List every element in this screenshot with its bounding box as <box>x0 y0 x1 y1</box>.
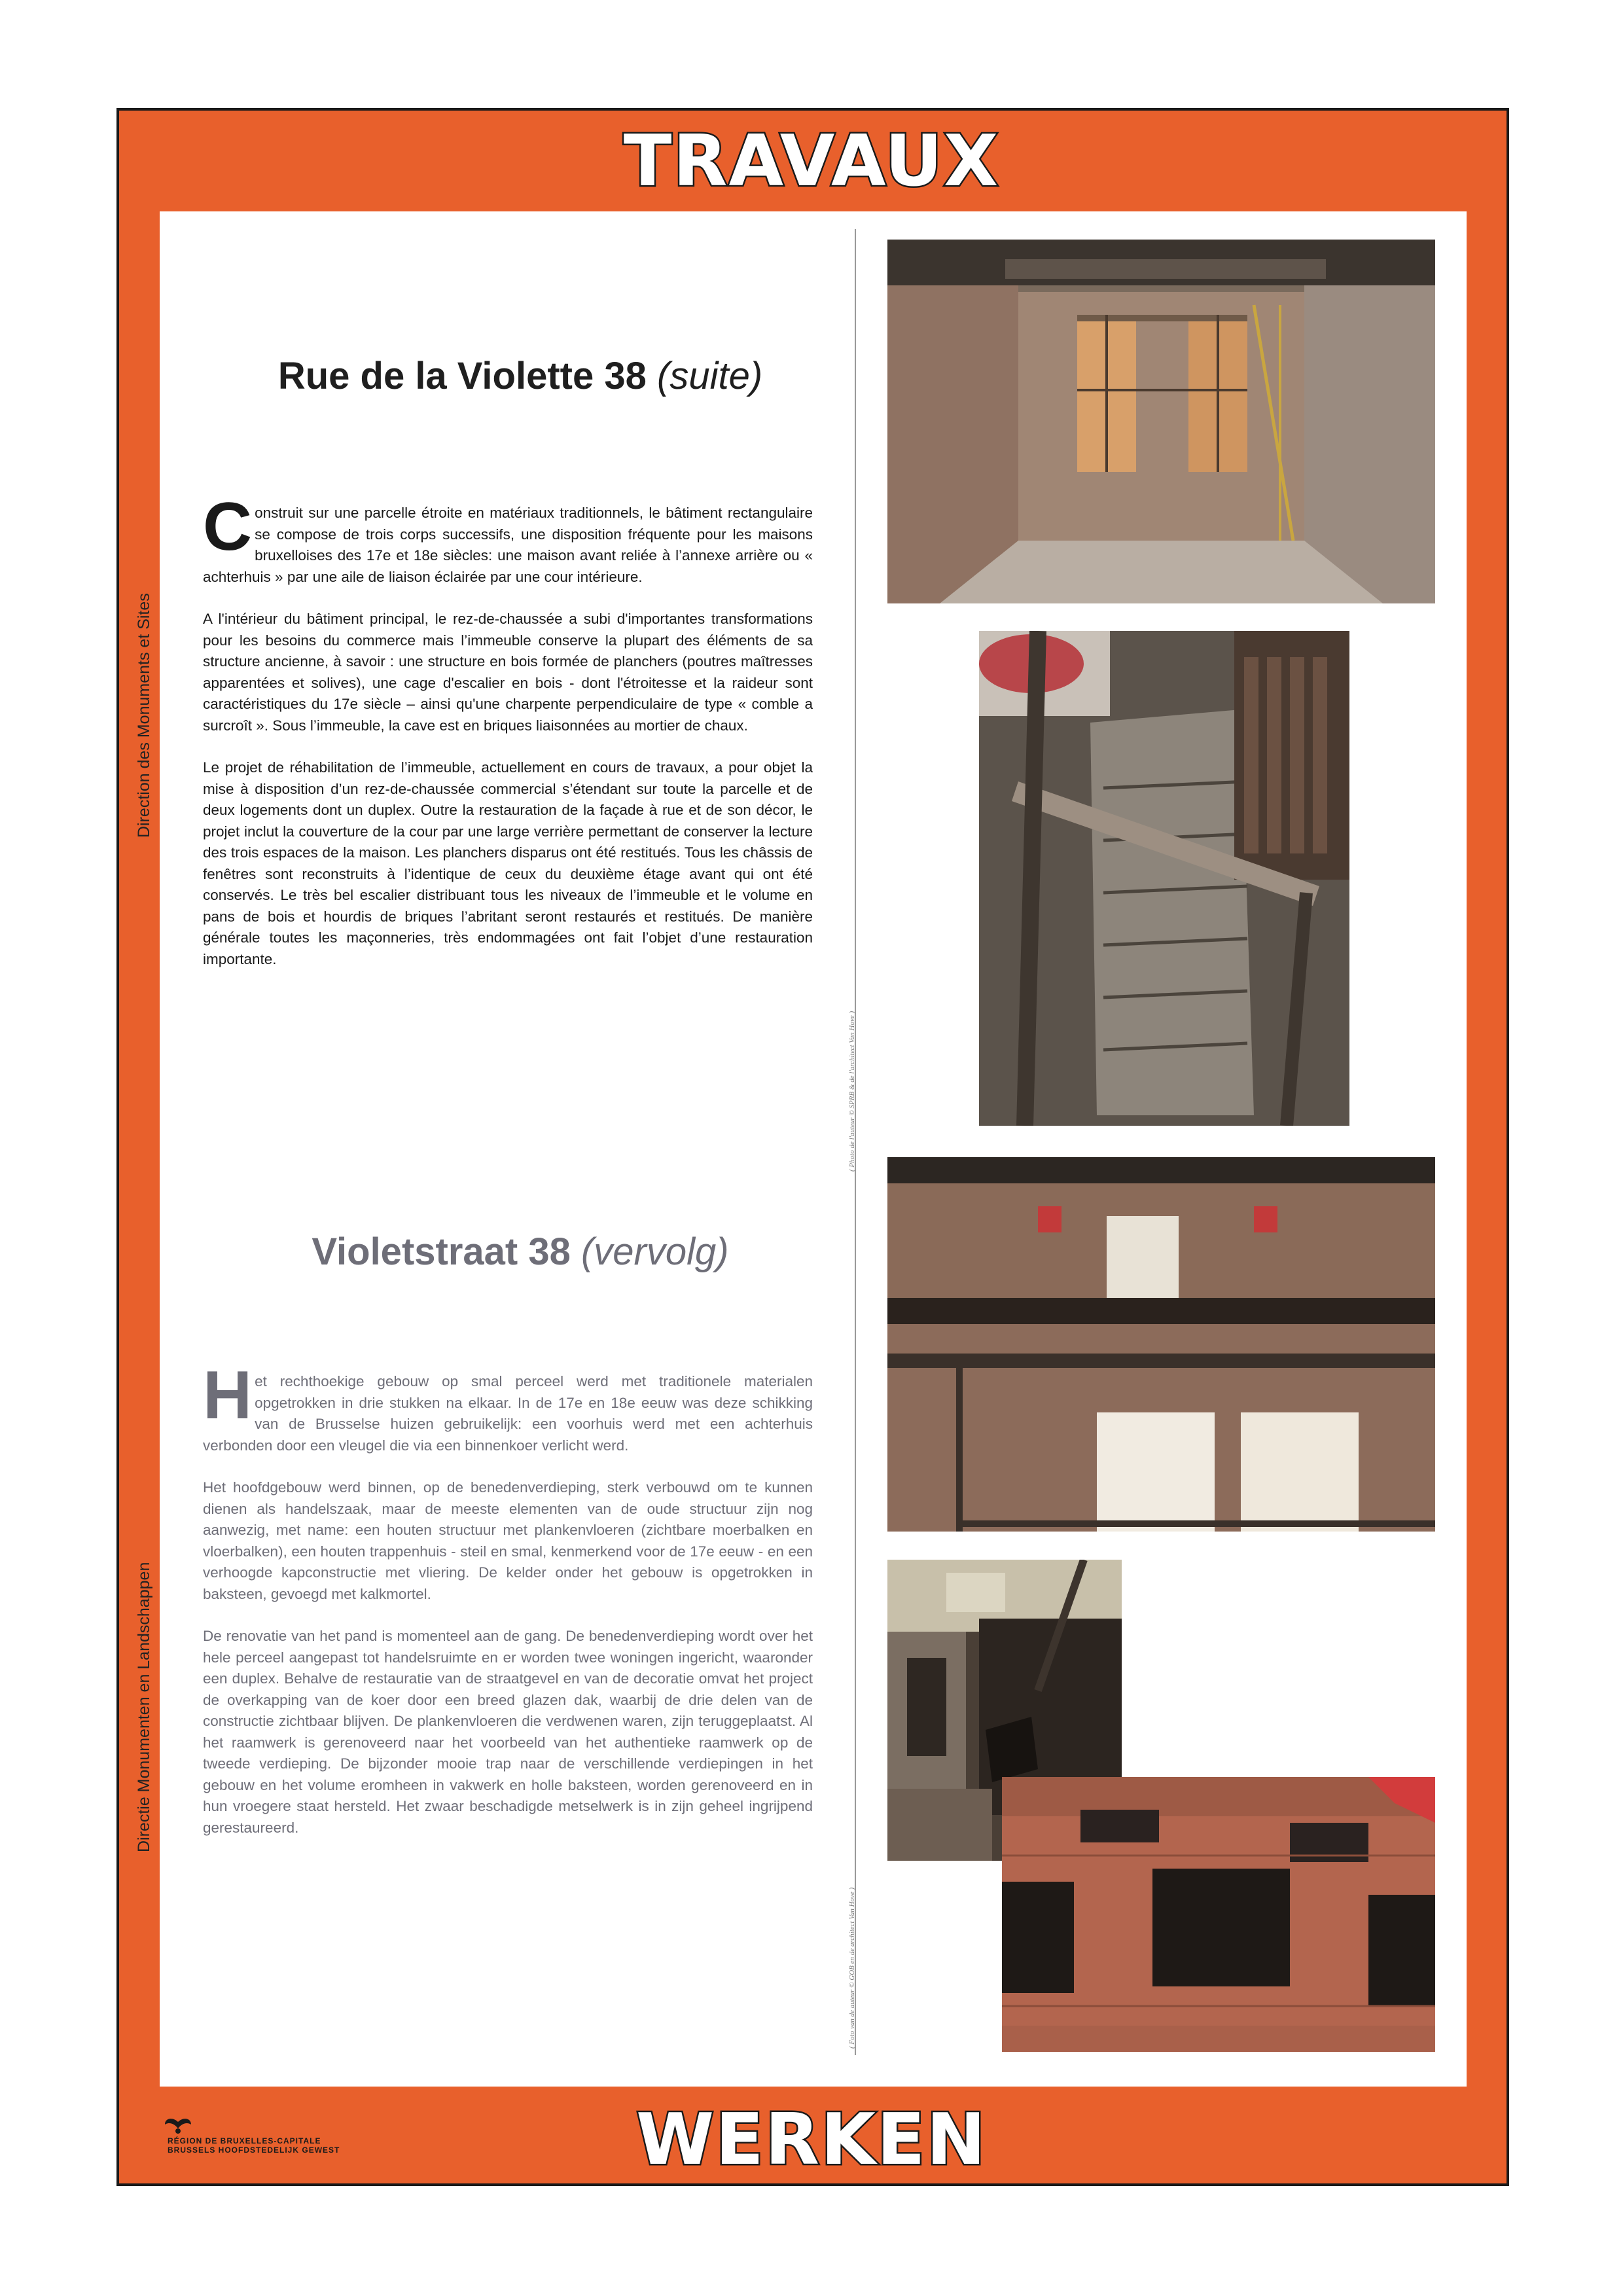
paragraph-fr-1 <box>203 489 813 588</box>
article-fr <box>203 489 813 991</box>
article-nl <box>203 1357 813 1859</box>
paragraph-fr-1-text: onstruit sur une parcelle étroite en matériaux traditionnels, le bâtiment rectangulaire se compose de trois corps successifs, une disposition fréquente pour les maisons bruxelloises des 17e et 18e siècles: une maison avant reliée à l’annexe arrière ou « achterhuis » par une aile de liaison éclairée par une cour intérieure. <box>203 505 813 585</box>
photo-wooden-staircase <box>979 631 1349 1126</box>
iris-logo-icon <box>162 2115 194 2135</box>
dropcap-fr: C <box>203 489 253 565</box>
heading-nl <box>203 1229 838 1275</box>
region-logo <box>162 2115 424 2155</box>
paragraph-nl-1 <box>203 1357 813 1456</box>
logo-line-nl: BRUSSELS HOOFDSTEDELIJK GEWEST <box>168 2145 340 2155</box>
heading-fr <box>203 353 838 399</box>
heading-fr-main: Rue de la Violette 38 <box>277 355 647 397</box>
side-label-fr: Direction des Monuments et Sites <box>135 593 153 838</box>
side-label-nl: Directie Monumenten en Landschappen <box>135 1562 153 1852</box>
logo-line-fr: RÉGION DE BRUXELLES-CAPITALE <box>168 2136 321 2145</box>
paragraph-fr-3: Le projet de réhabilitation de l’immeuble, actuellement en cours de travaux, a pour objet la mise à disposition d’un rez-de-chaussée commercial s’étendant sur toute la parcelle et de deux logements dont un duplex. Outre la restauration de la façade à rue et de son décor, le projet inclut la couverture de la cour par une large verrière permettant de conserver la lecture des trois espaces de la maison. Les planchers disparus ont été restitués. Tous les châssis de fenêtres sont reconstruits à l’identique de ceux du deuxième étage avant qui ont été conservés. Le très bel escalier distribuant tous les niveaux de l’immeuble et le volume en pans de bois et hourdis de briques l’abritant seront restaurés et restitués. De manière générale toutes les maçonneries, très endommagées ont fait l’objet d’une restauration importante. <box>203 759 813 967</box>
photo-brick-openings <box>1002 1777 1435 2052</box>
paragraph-nl-2: Het hoofdgebouw werd binnen, op de benedenverdieping, sterk verbouwd om te kunnen dienen als handelszaak, maar de meeste elementen van de oude structuur zijn nog aanwezig, met name: een houten structuur met plankenvloeren (zichtbare moerbalken en vloerbalken), een houten trappenhuis - steil en smal, kenmerkend voor de 17e eeuw - en een verhoogde kapconstructie met vliering. De kelder onder het gebouw is opgetrokken in baksteen, gevoegd met kalkmortel. <box>203 1479 813 1602</box>
heading-fr-suffix: (suite) <box>657 355 763 397</box>
heading-nl-main: Violetstraat 38 <box>312 1230 571 1273</box>
dropcap-nl: H <box>203 1357 253 1433</box>
heading-nl-suffix: (vervolg) <box>580 1230 729 1273</box>
photo-interior-window <box>887 240 1435 603</box>
photo-credit-fr: ( Photo de l'auteur © SPRB & de l'architect Van Hove ) <box>848 1011 856 1172</box>
photo-credit-nl: ( Foto van de auteur © GOB en de architect Van Hove ) <box>848 1887 856 2049</box>
paragraph-nl-3: De renovatie van het pand is momenteel aan de gang. De benedenverdieping wordt over het hele perceel aangepast tot handelsruimte en er worden twee woningen ingericht, waaronder een duplex. Behalve de restauratie van de straatgevel en van de decoratie omvat het project de overkapping van de koer door een breed glazen dak, waarbij de drie delen van de constructie zichtbaar blijven. De plankenvloeren die verdwenen waren, zijn teruggeplaatst. Al het raamwerk is gerenoveerd naar het voorbeeld van het authentieke raamwerk op de tweede verdieping. De bijzonder mooie trap naar de verschillende verdiepingen in het gebouw en het volume eromheen in vakwerk en holle baksteen, worden gerenoveerd en in hun vroegere staat hersteld. Het zwaar beschadigde metselwerk is in zijn geheel ingrijpend gerestaureerd. <box>203 1628 813 1836</box>
photo-attic-beams <box>887 1157 1435 1532</box>
paragraph-fr-2: A l'intérieur du bâtiment principal, le rez-de-chaussée a subi d'importantes transformations pour les besoins du commerce mais l’immeuble conserve la plupart des éléments de sa structure ancienne, à savoir : une structure en bois formée de planchers (poutres maîtresses apparentées et solives), une cage d'escalier en bois - dont l'étroitesse et la raideur sont caractéristiques du 17e siècle – ainsi qu'une charpente perpendiculaire de type « comble a surcroît ». Sous l’immeuble, la cave est en briques liaisonnées au mortier de chaux. <box>203 611 813 734</box>
banner-werken: WERKEN <box>636 2099 987 2181</box>
paragraph-nl-1-text: et rechthoekige gebouw op smal perceel werd met traditionele materialen opgetrokken in drie stukken na elkaar. In de 17e en 18e eeuw was deze schikking van de Brusselse huizen gebruikelijk: een voorhuis werd met een achterhuis verbonden door een vleugel die via een binnenkoer verlicht werd. <box>203 1373 813 1454</box>
banner-travaux: TRAVAUX <box>623 120 1000 202</box>
